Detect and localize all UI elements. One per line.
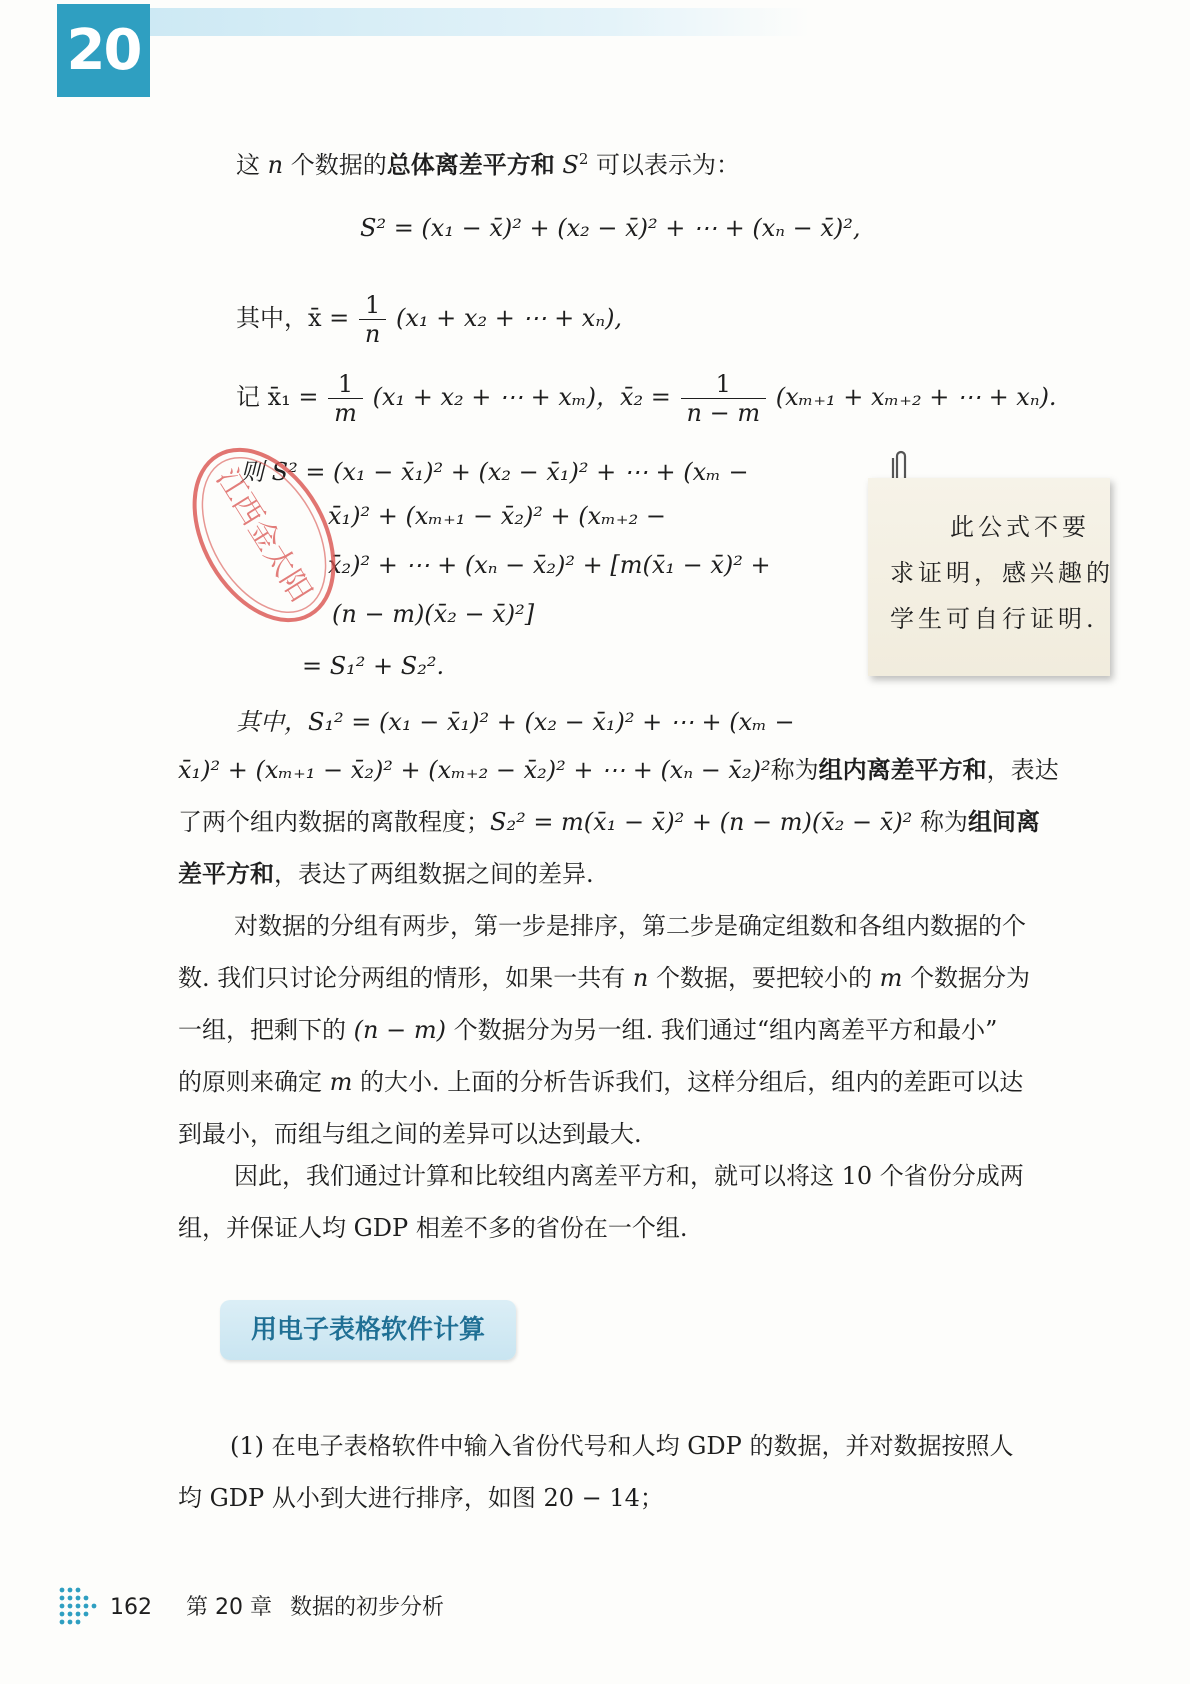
para-within-between: x̄₁)² + (xₘ₊₁ − x̄₂)² + (xₘ₊₂ − x̄₂)² + ⋯ + (xₙ − x̄₂)²称为组内离差平方和，表达 了两个组内数据的离散程度；S₂² = m(x̄₁ − x̄)² + (n − m)(x̄₂ − x̄)² 称为组间离 差平方和，表达了两组数据之间的差异.	[178, 755, 1059, 888]
mean-formula: 其中，x̄ = $\frac{1}{n}$ (x₁ + x₂ + ⋯ + xₙ),	[236, 291, 623, 348]
decomposition-result: = S₁² + S₂².	[302, 652, 445, 680]
red-seal-stamp	[178, 430, 350, 640]
dots-decoration-icon	[56, 1584, 100, 1628]
para-grouping-steps: 对数据的分组有两步，第一步是排序，第二步是确定组数和各组内数据的个 数. 我们只讨论分两组的情形，如果一共有 n 个数据，要把较小的 m 个数据分为 一组，把剩下的 (n − m) 个数据分为另一组. 我们通过“组内离差平方和最小” 的原则来确定 m 的大小. 上面的分析告诉我们，这样分组后，组内的差距可以达 到最小，而组与组之间的差异可以达到最大.	[178, 912, 1031, 1148]
step-1-text: (1) 在电子表格软件中输入省份代号和人均 GDP 的数据，并对数据按照人 均 GDP 从小到大进行排序，如图 20 − 14；	[178, 1432, 1014, 1512]
sub-mean-formula: 记 x̄₁ = $\frac{1}{m}$ (x₁ + x₂ + ⋯ + xₘ)，x̄₂ = $\frac{1}{n - m}$ (xₘ₊₁ + xₘ₊₂ + ⋯ + xₙ).	[236, 370, 1057, 427]
decomposition-line-1: 则 S² = (x₁ − x̄₁)² + (x₂ − x̄₁)² + ⋯ + (xₘ −	[240, 458, 749, 486]
sub1-fraction: $\frac{1}{m}$	[328, 370, 363, 427]
margin-note	[868, 478, 1114, 676]
chapter-number-badge: 20	[57, 4, 150, 97]
note-line-1: 此公式不要	[950, 513, 1090, 541]
header-band	[150, 8, 810, 36]
within-group-definition: 其中，S₁² = (x₁ − x̄₁)² + (x₂ − x̄₁)² + ⋯ + (xₘ −	[236, 708, 795, 736]
page-number: 162	[110, 1595, 152, 1620]
mean-fraction: $\frac{1}{n}$	[359, 291, 386, 348]
section-title: 用电子表格软件计算	[220, 1300, 516, 1360]
note-line-2: 求证明，感兴趣的	[890, 559, 1114, 587]
sub2-fraction: $\frac{1}{n - m}$	[681, 370, 767, 427]
total-sum-formula: S² = (x₁ − x̄)² + (x₂ − x̄)² + ⋯ + (xₙ − x̄)²,	[360, 214, 861, 242]
decomposition-line-2: x̄₁)² + (xₘ₊₁ − x̄₂)² + (xₘ₊₂ −	[328, 502, 666, 530]
stamp-text: 江西金太阳	[208, 462, 319, 609]
intro-sentence: 这 n 个数据的总体离差平方和 $S^2$ 可以表示为：	[236, 150, 741, 179]
decomposition-line-3: x̄₂)² + ⋯ + (xₙ − x̄₂)² + [m(x̄₁ − x̄)² +	[328, 551, 771, 579]
para-conclusion: 因此，我们通过计算和比较组内离差平方和，就可以将这 10 个省份分成两 组，并保证人均 GDP 相差不多的省份在一个组.	[178, 1162, 1024, 1242]
footer-chapter: 第 20 章	[186, 1595, 272, 1620]
decomposition-line-4: (n − m)(x̄₂ − x̄)²]	[332, 600, 535, 628]
footer-chapter-title: 数据的初步分析	[290, 1595, 445, 1620]
note-line-3: 学生可自行证明.	[890, 605, 1098, 633]
